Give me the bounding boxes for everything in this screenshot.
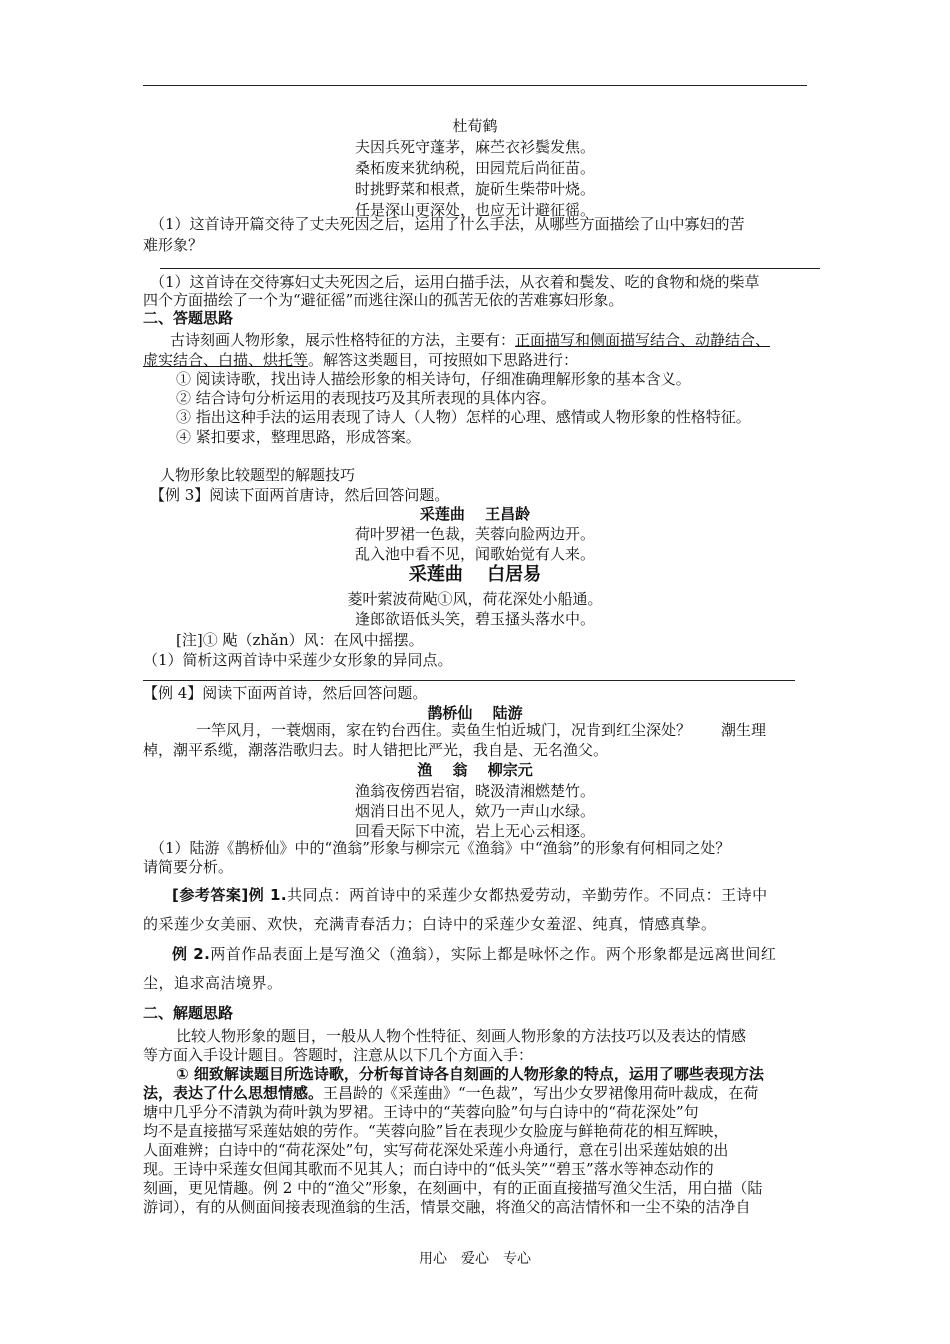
example-4-question: （1）陆游《鹊桥仙》中的“渔翁”形象与柳宗元《渔翁》中“渔翁”的形象有何相同之处？	[150, 839, 731, 857]
step: ① 阅读诗歌，找出诗人描绘形象的相关诗句，仔细准确理解形象的基本含义。	[176, 370, 691, 388]
answer-divider	[160, 268, 820, 269]
compare-title: 人物形象比较题型的解题技巧	[160, 466, 356, 484]
point-1-bold-cont: 法，表达了什么思想情感。	[143, 1084, 324, 1102]
answer-ex2	[172, 944, 776, 964]
poem-prose: 一竿风月，一蓑烟雨，家在钓台西住。卖鱼生怕近城门，况肯到红尘深处？ 潮生理	[196, 721, 767, 739]
point-1-line	[143, 1083, 758, 1103]
poem-line: 逢郎欲语低头笑，碧玉搔头落水中。	[354, 610, 595, 628]
point-1-text: 现。王诗中采莲女但闻其歌而不见其人；而白诗中的“低头笑”“碧玉”落水等神态动作的	[143, 1160, 714, 1178]
page-footer: 用心 爱心 专心	[419, 1251, 531, 1267]
poem-title: 采莲曲 白居易	[408, 564, 542, 585]
poem-title: 渔 翁 柳宗元	[417, 761, 533, 779]
poem1-line: 桑柘废来犹纳税，田园荒后尚征苗。	[354, 159, 595, 177]
poem-line: 菱叶萦波荷飐①风，荷花深处小船通。	[347, 590, 603, 608]
intro-pre: 古诗刻画人物形象，展示性格特征的方法，主要有：	[170, 331, 516, 349]
poem-title: 鹊桥仙 陆游	[427, 704, 523, 722]
answer-ex2-head: 例 2.	[172, 945, 211, 963]
step: ④ 紧扣要求，整理思路，形成答案。	[176, 428, 421, 446]
point-1-text: 游词），有的从侧面间接表现渔翁的生活，情景交融，将渔父的高洁情怀和一尘不染的洁净自	[143, 1198, 751, 1216]
answer-ex1-cont: 的采莲少女美丽、欢快，充满青春活力；白诗中的采莲少女羞涩、纯真，情感真挚。	[143, 915, 717, 933]
example-4-question-cont: 请简要分析。	[143, 858, 234, 876]
poem1-line: 夫因兵死守蓬茅，麻苎衣衫鬓发焦。	[354, 138, 595, 156]
point-1-text: 刻画，更见情趣。例 2 中的“渔父”形象，在刻画中，有的正面直接描写渔父生活，用白描（陆	[143, 1179, 763, 1197]
poem-line: 渔翁夜傍西岩宿，晓汲清湘燃楚竹。	[354, 782, 595, 800]
answer-ex2-cont: 尘，追求高洁境界。	[143, 974, 283, 992]
step: ② 结合诗句分析运用的表现技巧及其所表现的具体内容。	[176, 389, 556, 407]
section-intro-cont: 等方面入手设计题目。答题时，注意从以下几个方面入手：	[143, 1046, 534, 1064]
question-1-cont: 难形象？	[143, 236, 204, 254]
header-rule	[143, 85, 807, 86]
example-3-question: （1）简析这两首诗中采莲少女形象的异同点。	[143, 651, 453, 669]
example-divider	[143, 680, 795, 681]
answer-ex2-text: 两首作品表面上是写渔父（渔翁），实际上都是咏怀之作。两个形象都是远离世间红	[210, 945, 777, 963]
step: ③ 指出这种手法的运用表现了诗人（人物）怎样的心理、感情或人物形象的性格特征。	[176, 408, 751, 426]
point-1-text: 王昌龄的《采莲曲》“一色裁”，写出少女罗裙像用荷叶裁成，在荷	[323, 1084, 759, 1102]
poem-line: 烟消日出不见人，欸乃一声山水绿。	[354, 802, 595, 820]
example-4-label: 【例 4】阅读下面两首诗，然后回答问题。	[143, 684, 428, 702]
poem-prose: 棹，潮平系缆，潮落浩歌归去。时人错把比严光，我自是、无名渔父。	[143, 741, 609, 759]
section-heading: 二、解题思路	[143, 1004, 234, 1022]
section-intro	[170, 330, 770, 350]
poem1-line: 时挑野菜和根煮，旋斫生柴带叶烧。	[354, 180, 595, 198]
point-1-text: 人面难辨；白诗中的“荷花深处”句，实写荷花深处采莲小舟通行，意在引出采莲姑娘的出	[143, 1141, 729, 1159]
poem-line: 回看天际下中流，岩上无心云相逐。	[354, 822, 595, 840]
intro-underlined: 虚实结合、白描、烘托等	[143, 351, 309, 369]
question-1: （1）这首诗开篇交待了丈夫死因之后，运用了什么手法，从哪些方面描绘了山中寡妇的苦	[150, 215, 745, 233]
point-1-text: 塘中几乎分不清孰为荷叶孰为罗裙。王诗中的“芙蓉向脸”句与白诗中的“荷花深处”句	[143, 1103, 699, 1121]
answer-1: （1）这首诗在交待寡妇丈夫死因之后，运用白描手法，从衣着和鬓发、吃的食物和烧的柴草	[150, 273, 760, 291]
section-heading: 二、答题思路	[143, 309, 234, 327]
answer-label: [参考答案]	[172, 886, 249, 904]
example-3-label: 【例 3】阅读下面两首唐诗，然后回答问题。	[150, 486, 450, 504]
answer-ex1-head: 例 1.	[248, 886, 288, 904]
section-intro: 比较人物形象的题目，一般从人物个性特征、刻画人物形象的方法技巧以及表达的情感	[176, 1027, 747, 1045]
intro-underlined: 正面描写和侧面描写结合、动静结合、	[515, 331, 771, 349]
poem1-line: 任是深山更深处，也应无计避征徭。	[354, 201, 595, 219]
poem-line: 乱入池中看不见，闻歌始觉有人来。	[354, 545, 595, 563]
point-1-bold: ① 细致解读题目所选诗歌，分析每首诗各自刻画的人物形象的特点，运用了哪些表现方法	[176, 1065, 764, 1083]
poem-title: 采莲曲 王昌龄	[419, 505, 531, 523]
poem-line: 荷叶罗裙一色裁，芙蓉向脸两边开。	[354, 525, 595, 543]
section-intro-cont	[143, 350, 578, 370]
answer-ex1-text: 共同点：两首诗中的采莲少女都热爱劳动，辛勤劳作。不同点：王诗中	[287, 886, 768, 904]
poem1-title: 杜荀鹤	[452, 117, 498, 135]
answer-1-cont: 四个方面描绘了一个为“避征徭”而逃往深山的孤苦无依的苦难寡妇形象。	[143, 291, 624, 309]
poem-note: [注]① 飐（zhǎn）风：在风中摇摆。	[176, 631, 424, 649]
answer-ex1	[172, 885, 768, 905]
intro-post: 。解答这类题目，可按照如下思路进行：	[308, 351, 579, 369]
point-1-text: 均不是直接描写采莲姑娘的劳作。“芙蓉向脸”旨在表现少女脸庞与鲜艳荷花的相互辉映，	[143, 1122, 729, 1140]
